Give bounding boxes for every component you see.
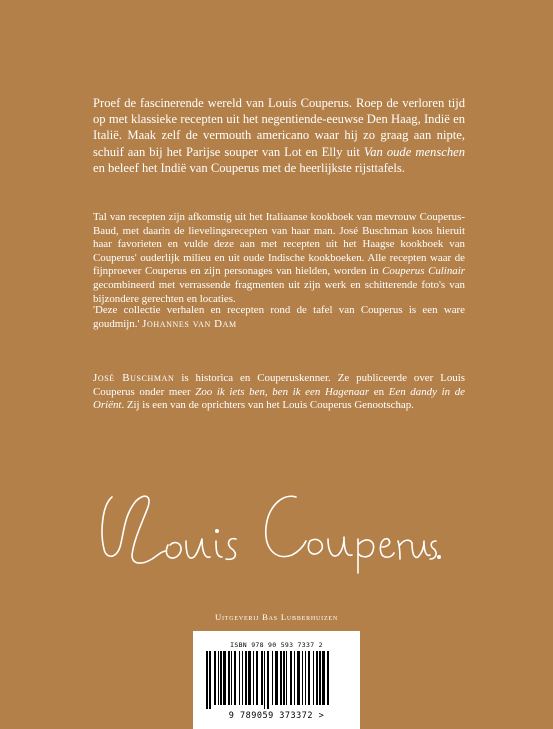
- barcode-bar: [234, 651, 236, 705]
- barcode-bar: [231, 651, 232, 705]
- barcode-bar: [316, 651, 318, 705]
- barcode: [205, 651, 348, 709]
- author-bio: [93, 372, 465, 413]
- isbn-label: ISBN 978 90 593 7337 2: [230, 641, 323, 649]
- barcode-bar: [206, 651, 208, 709]
- barcode-bar: [275, 651, 278, 705]
- barcode-bar: [261, 651, 263, 705]
- intro-text-end: en beleef het Indië van Couperus met de heerlijkste rijsttafels.: [93, 160, 405, 175]
- bio-book-title-1: Zoo ik iets ben, ben ik een Hagenaar: [195, 385, 370, 398]
- bio-text-2: en: [369, 385, 389, 398]
- bio-text-3: . Zij is een van de oprichters van het Louis Couperus Genootschap.: [121, 399, 414, 412]
- barcode-bar: [313, 651, 314, 705]
- description-book-title: Couperus Culinair: [382, 265, 465, 278]
- bio-book-title-2: Een dandy in de Oriënt: [93, 385, 465, 412]
- intro-book-title: Van oude menschen: [363, 144, 465, 159]
- barcode-bar: [294, 651, 295, 705]
- barcode-bar: [264, 651, 265, 709]
- barcode-bar: [308, 651, 310, 705]
- bio-text-1: is historica en Couperuskenner. Ze publiceerde over Louis Couperus onder meer: [93, 372, 465, 398]
- barcode-bar: [209, 651, 211, 709]
- barcode-digits: 9 789059 373372 >: [228, 711, 325, 721]
- barcode-bar: [245, 651, 247, 705]
- barcode-bar: [242, 651, 243, 705]
- description-text-start: Tal van recepten zijn afkomstig uit het Italiaanse kookboek van mevrouw Couperus-Baud, met daarin de lievelingsrecepten van haar man. José Buschman koos hieruit haar favorieten en vulde deze aan met recepten uit het Haagse kookboek van Couperus' ouderlijk milieu en uit oude Indische kookboeken. Alle recepten waar de fijnproever Couperus en zijn personages van hielden, worden in: [93, 211, 465, 278]
- barcode-panel: [193, 631, 360, 729]
- barcode-bar: [286, 651, 287, 705]
- barcode-bar: [290, 651, 292, 705]
- quote-text: 'Deze collectie verhalen en recepten rond de tafel van Couperus is een ware goudmijn.': [93, 304, 465, 330]
- barcode-bar: [228, 651, 230, 705]
- barcode-bar: [283, 651, 285, 705]
- barcode-bar: [256, 651, 258, 705]
- barcode-bar: [214, 651, 216, 705]
- intro-text-start: Proef de fascinerende wereld van Louis Couperus. Roep de verloren tijd op met klassieke recepten uit het negentiende-eeuwse Den Haag, Indië en Italië. Maak zelf de vermouth americano waar hij zo graag aan nipte, schuif aan bij het Parijse souper van Lot en Elly uit: [93, 96, 465, 159]
- couperus-signature: [96, 475, 441, 580]
- barcode-bar: [327, 651, 329, 705]
- barcode-bar: [220, 651, 222, 705]
- barcode-bar: [302, 651, 303, 705]
- barcode-bar: [297, 651, 300, 705]
- barcode-bar: [272, 651, 273, 705]
- barcode-bar: [267, 651, 269, 709]
- barcode-bar: [218, 651, 219, 705]
- publisher-name: Uitgeverij Bas Lubberhuizen: [214, 612, 339, 622]
- barcode-bar: [253, 651, 254, 705]
- description-paragraph: [93, 211, 465, 306]
- review-quote: [93, 304, 465, 331]
- barcode-bar: [322, 651, 325, 705]
- quote-author: Johannes van Dam: [142, 317, 237, 330]
- author-name: José Buschman: [93, 372, 175, 384]
- barcode-bar: [319, 651, 321, 705]
- barcode-bar: [239, 651, 240, 705]
- barcode-bar: [248, 651, 251, 705]
- barcode-bar: [280, 651, 282, 705]
- intro-paragraph: [93, 95, 465, 176]
- barcode-bar: [223, 651, 226, 705]
- description-text-end: gecombineerd met verrassende fragmenten uit zijn werk en schitterende foto's van bijzondere gerechten en locaties.: [93, 278, 465, 305]
- barcode-bar: [305, 651, 306, 705]
